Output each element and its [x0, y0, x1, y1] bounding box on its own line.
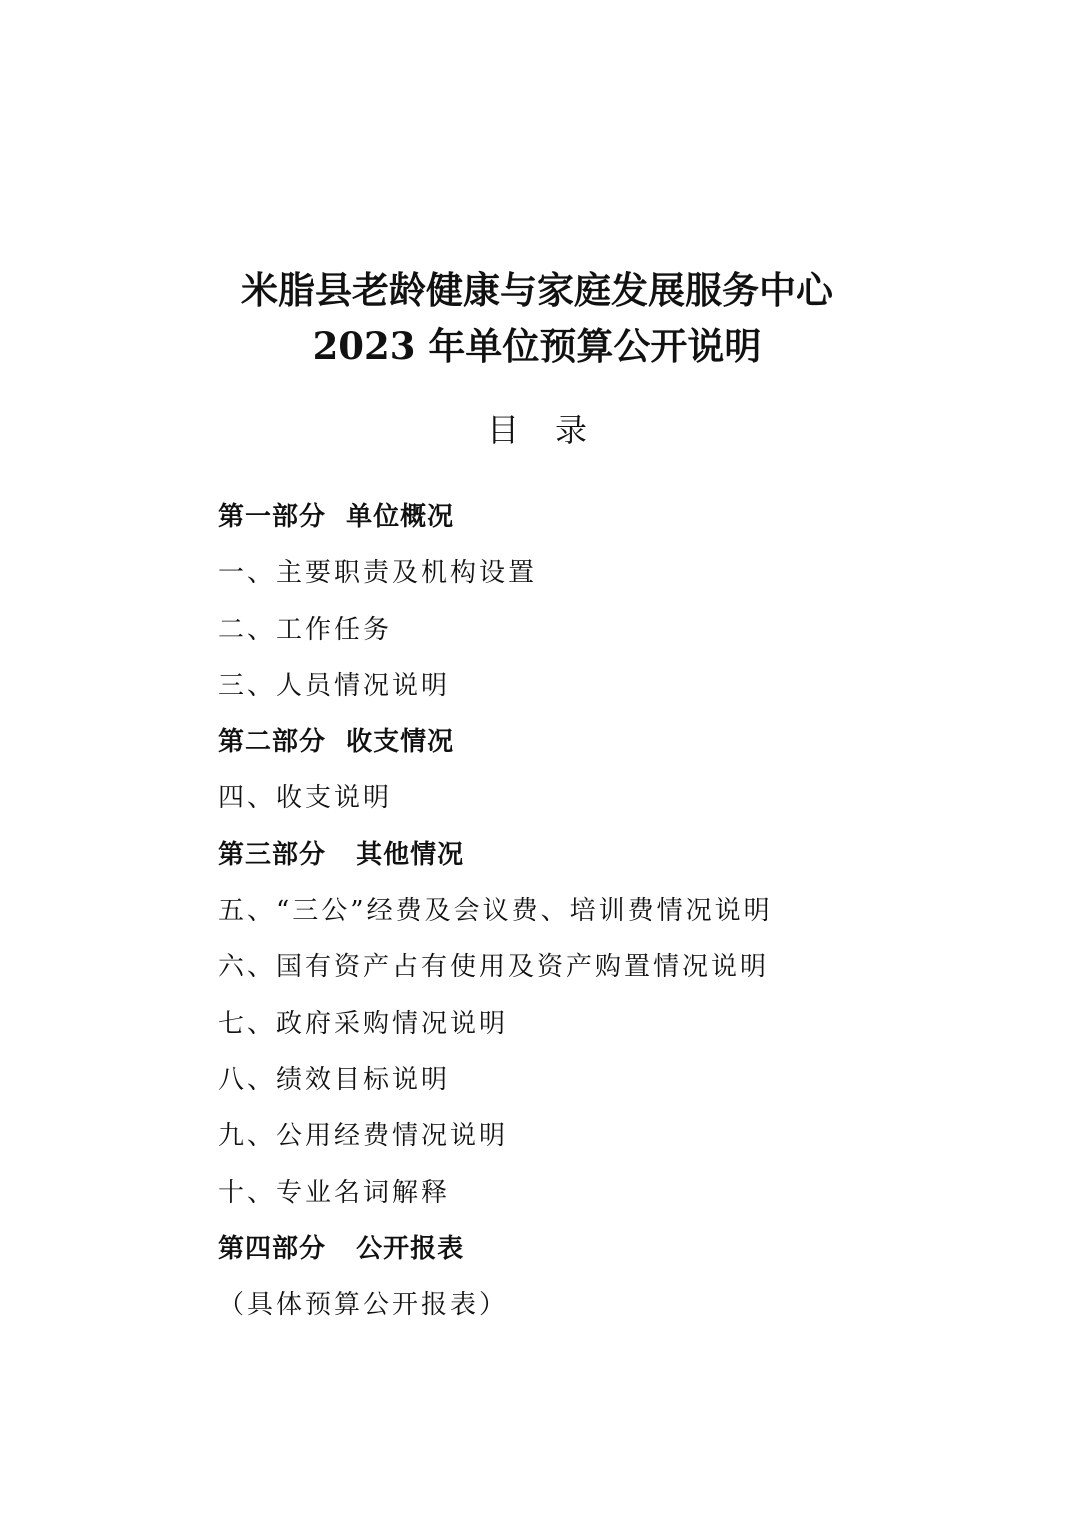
- toc-entry: 六、国有资产占有使用及资产购置情况说明: [218, 952, 770, 983]
- title-line-2: 2023 年单位预算公开说明: [312, 324, 762, 368]
- toc-entry: （具体预算公开报表）: [218, 1290, 509, 1321]
- toc-entry: 八、绩效目标说明: [218, 1064, 451, 1095]
- toc-entry: 七、政府采购情况说明: [218, 1008, 509, 1039]
- toc-part-heading: 第三部分 其他情况: [218, 839, 465, 870]
- document-title: [0, 262, 1074, 374]
- table-of-contents: [218, 494, 1018, 1338]
- toc-entry: 三、人员情况说明: [218, 670, 451, 701]
- toc-entry: 九、公用经费情况说明: [218, 1121, 509, 1152]
- toc-entry: 五、“三公”经费及会议费、培训费情况说明: [218, 896, 773, 927]
- toc-part-heading: 第四部分 公开报表: [218, 1233, 465, 1264]
- toc-entry: 一、主要职责及机构设置: [218, 558, 538, 589]
- toc-part-heading: 第一部分 单位概况: [218, 502, 455, 532]
- toc-entry: 四、收支说明: [218, 783, 393, 814]
- toc-entry: 二、工作任务: [218, 614, 393, 645]
- toc-part-heading: 第二部分 收支情况: [218, 727, 455, 758]
- toc-entry: 十、专业名词解释: [218, 1177, 451, 1208]
- toc-heading: 目录: [486, 411, 623, 449]
- title-line-1: 米脂县老龄健康与家庭发展服务中心: [241, 268, 833, 312]
